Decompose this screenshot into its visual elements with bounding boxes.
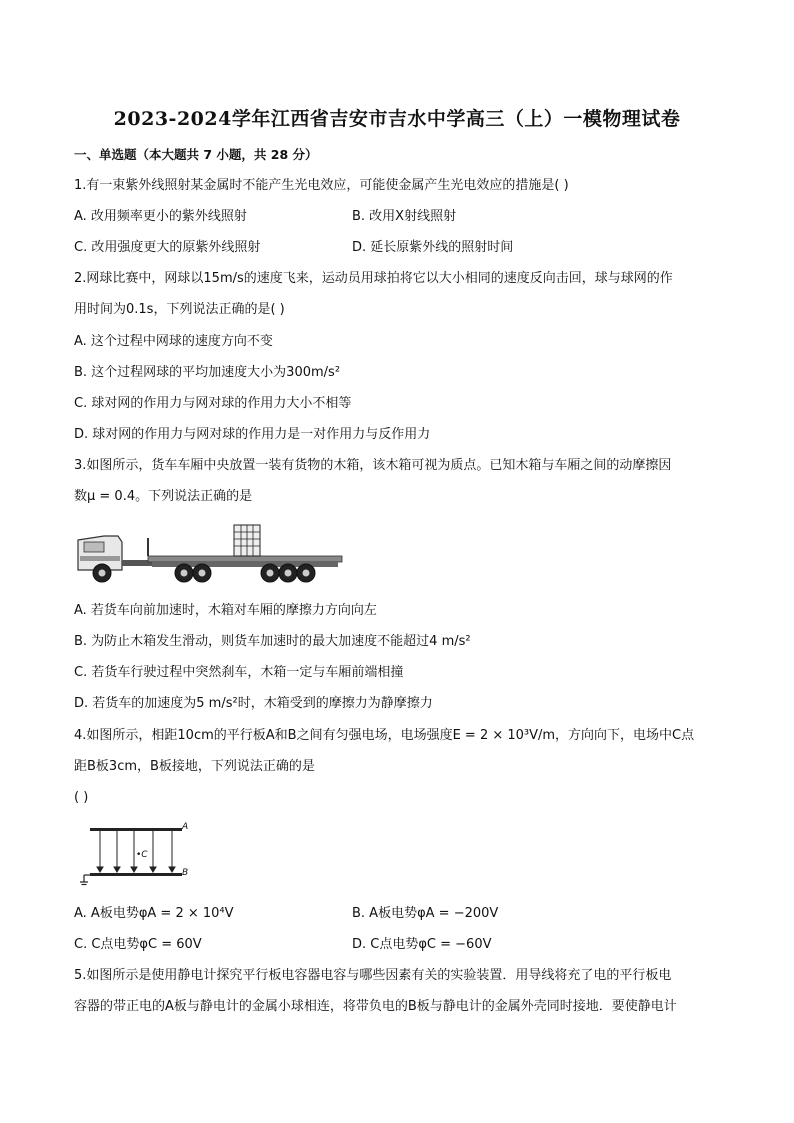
parallel-plate-figure [80, 822, 195, 888]
question-1-option-a: A. 改用频率更小的紫外线照射 [74, 209, 247, 224]
question-1-option-c: C. 改用强度更大的原紫外线照射 [74, 240, 261, 255]
question-4-option-a: A. A板电势φA = 2 × 10⁴V [74, 906, 234, 921]
question-1-option-d: D. 延长原紫外线的照射时间 [352, 240, 514, 255]
plate-a-label: A [182, 822, 189, 832]
truck-figure [74, 520, 344, 584]
question-2-option-a: A. 这个过程中网球的速度方向不变 [74, 334, 273, 349]
question-5-stem-line1: 5.如图所示是使用静电计探究平行板电容器电容与哪些因素有关的实验装置．用导线将充了电的平行板电 [74, 968, 672, 983]
question-4-option-c: C. C点电势φC = 60V [74, 937, 202, 952]
question-3-option-a: A. 若货车向前加速时，木箱对车厢的摩擦力方向向左 [74, 603, 377, 618]
question-4-stem-line2: 距B板3cm，B板接地，下列说法正确的是 [74, 759, 315, 774]
question-3-option-c: C. 若货车行驶过程中突然刹车，木箱一定与车厢前端相撞 [74, 665, 404, 680]
question-2-stem-line2: 用时间为0.1s，下列说法正确的是( ) [74, 302, 285, 317]
question-2-stem-line1: 2.网球比赛中，网球以15m/s的速度飞来，运动员用球拍将它以大小相同的速度反向击回，球与球网的作 [74, 271, 673, 286]
crate-icon [234, 525, 260, 556]
plate-b-label: B [182, 868, 189, 878]
section-heading: 一、单选题（本大题共 7 小题，共 28 分） [74, 147, 318, 162]
exam-title: 2023-2024学年江西省吉安市吉水中学高三（上）一模物理试卷 [113, 108, 681, 130]
ground-icon [80, 875, 90, 885]
question-3-stem-line2: 数μ = 0.4。下列说法正确的是 [74, 489, 253, 504]
question-2-option-b: B. 这个过程网球的平均加速度大小为300m/s² [74, 365, 341, 380]
question-4-answer-paren: ( ) [74, 790, 89, 805]
question-1-stem: 1.有一束紫外线照射某金属时不能产生光电效应，可能使金属产生光电效应的措施是( ) [74, 178, 569, 193]
question-2-option-c: C. 球对网的作用力与网对球的作用力大小不相等 [74, 396, 352, 411]
question-2-option-d: D. 球对网的作用力与网对球的作用力是一对作用力与反作用力 [74, 427, 431, 442]
question-3-option-d: D. 若货车的加速度为5 m/s²时，木箱受到的摩擦力为静摩擦力 [74, 696, 433, 711]
point-c-label: •C [136, 850, 148, 860]
question-4-stem-line1: 4.如图所示，相距10cm的平行板A和B之间有匀强电场，电场强度E = 2 × 10³V/m，方向向下，电场中C点 [74, 728, 695, 743]
question-4-option-d: D. C点电势φC = −60V [352, 937, 492, 952]
question-3-option-b: B. 为防止木箱发生滑动，则货车加速时的最大加速度不能超过4 m/s² [74, 634, 471, 649]
question-4-option-b: B. A板电势φA = −200V [352, 906, 499, 921]
question-5-stem-line2: 容器的带正电的A板与静电计的金属小球相连，将带负电的B板与静电计的金属外壳同时接地．要使静电计 [74, 999, 677, 1014]
question-1-option-b: B. 改用X射线照射 [352, 209, 457, 224]
question-3-stem-line1: 3.如图所示，货车车厢中央放置一装有货物的木箱，该木箱可视为质点。已知木箱与车厢之间的动摩擦因 [74, 458, 672, 473]
